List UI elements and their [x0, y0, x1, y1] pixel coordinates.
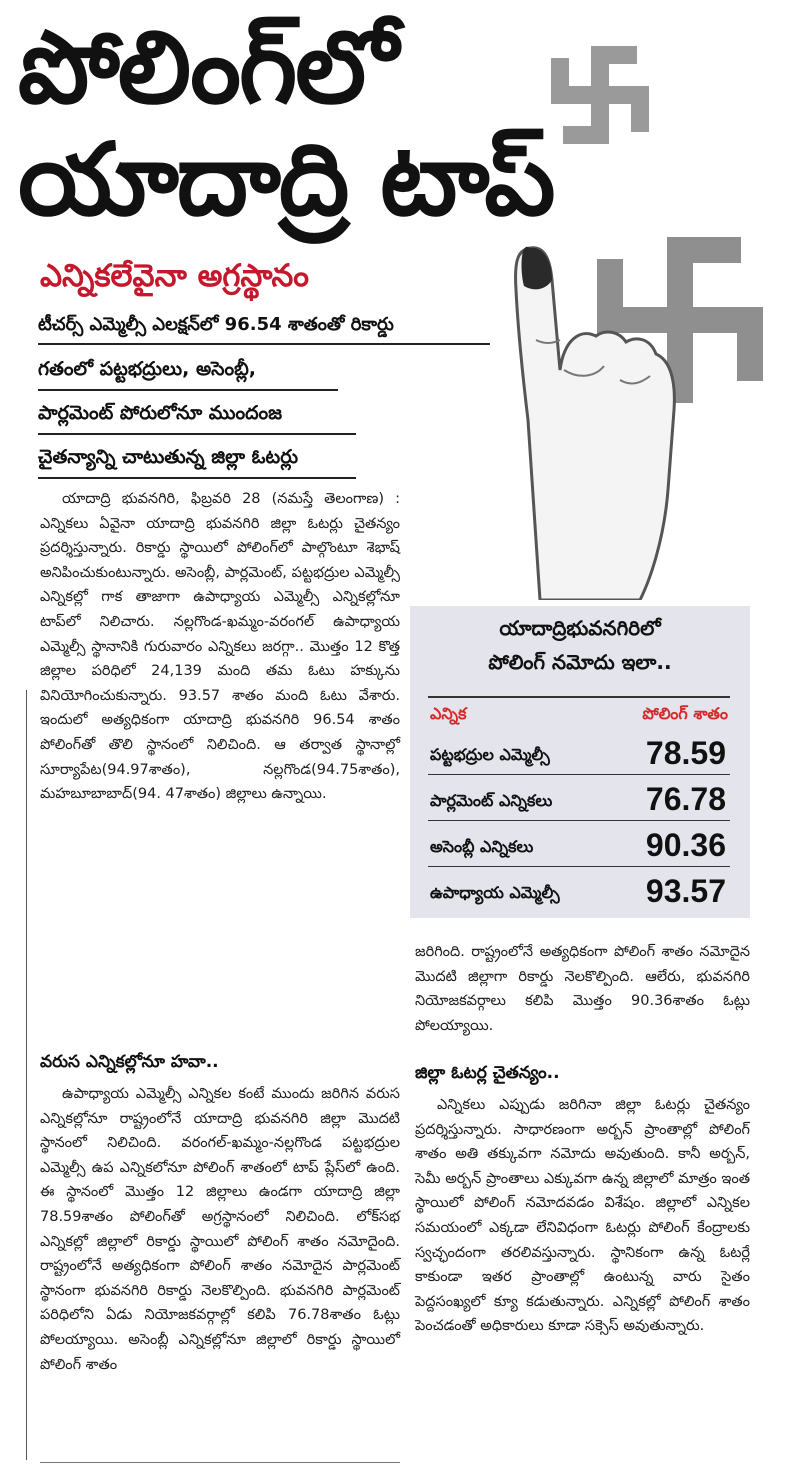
stats-row-value: 78.59	[645, 735, 726, 771]
finger-icon	[516, 247, 675, 600]
headline-line-1: పోలింగ్‌లో	[18, 9, 397, 126]
column-header-election: ఎన్నిక	[430, 704, 467, 723]
swastik-small-icon	[560, 55, 640, 135]
stats-row-value: 76.78	[645, 781, 726, 817]
box-title-line-2: పోలింగ్ నమోదు ఇలా..	[488, 650, 672, 674]
stats-row-value: 90.36	[645, 827, 726, 863]
stats-row	[428, 730, 730, 775]
bottom-divider	[40, 1462, 400, 1463]
article-paragraph-3: జరిగింది. రాష్ట్రంలోనే అత్యధికంగా పోలింగ్ శాతం నమోదైన మొదటి జిల్లాగా రికార్డు నెలకొల్పింది. ఆలేరు, భువనగిరి నియోజకవర్గాలు కలిపి మొత్తం 90.36శాతం ఓట్లు పోలయ్యాయి.	[415, 944, 750, 1034]
box-divider	[428, 696, 730, 698]
stats-row	[428, 776, 730, 821]
article-paragraph-4: ఎన్నికలు ఎప్పుడు జరిగినా జిల్లా ఓటర్లు చైతన్యం ప్రదర్శిస్తున్నారు. సాధారణంగా అర్బన్ ప్రాంతాల్లో పోలింగ్ శాతం అతి తక్కువగా నమోదు అవుతుంది. కానీ అర్బన్, సెమీ అర్బన్ ప్రాంతాలు ఎక్కువగా ఉన్న జిల్లాలో మాత్రం ఇంత స్థాయిలో పోలింగ్ నమోదవడం విశేషం. జిల్లాలో ఎన్నికల సమయంలో ఎక్కడా లేనివిధంగా ఓటర్లు పోలింగ్ కేంద్రాలకు స్వచ్ఛందంగా తరలివస్తున్నారు. స్థానికంగా ఉన్న ఓటర్లే కాకుండా ఇతర ప్రాంతాల్లో ఉంటున్న వారు సైతం పెద్దసంఖ్యలో క్యూ కడుతున్నారు. ఎన్నికల్లో పోలింగ్ శాతం పెంచడంతో అధికారులు కూడా సక్సెస్ అవుతున్నారు.	[415, 1097, 750, 1335]
polling-stats-box	[410, 606, 750, 918]
stats-row-label: అసెంబ్లీ ఎన్నికలు	[430, 837, 534, 856]
stats-row	[428, 868, 730, 912]
stats-row-label: ఉపాధ్యాయ ఎమ్మెల్సీ	[430, 883, 560, 902]
stats-row	[428, 822, 730, 867]
stats-row-label: పార్లమెంట్ ఎన్నికలు	[430, 791, 553, 810]
inked-finger-illustration	[500, 40, 790, 600]
section-heading-2: జిల్లా ఓటర్ల చైతన్యం..	[415, 1063, 560, 1083]
subheading-2: గతంలో పట్టభద్రులు, అసెంబ్లీ,	[38, 358, 338, 391]
subheading-4: చైతన్యాన్ని చాటుతున్న జిల్లా ఓటర్లు	[38, 446, 356, 479]
kicker-line: ఎన్నికలేవైనా అగ్రస్థానం	[40, 258, 309, 294]
column-divider	[26, 690, 27, 1460]
subheading-3: పార్లమెంట్ పోరులోనూ ముందంజ	[38, 402, 356, 435]
subheading-1: టీచర్స్ ఎమ్మెల్సీ ఎలక్షన్‌లో 96.54 శాతంతో రికార్డు	[38, 314, 490, 345]
box-title-line-1: యాదాద్రిభువనగిరిలో	[499, 616, 661, 640]
headline-line-2: యాదాద్రి టాప్	[18, 121, 554, 238]
stats-row-value: 93.57	[645, 873, 726, 909]
column-header-percentage: పోలింగ్ శాతం	[642, 704, 728, 723]
article-paragraph-1: యాదాద్రి భువనగిరి, ఫిబ్రవరి 28 (నమస్తే తెలంగాణ) : ఎన్నికలు ఏవైనా యాదాద్రి భువనగిరి జిల్లా ఓటర్లు చైతన్యం ప్రదర్శిస్తున్నారు. రికార్డు స్థాయిలో పోలింగ్‌లో పాల్గొంటూ శెభాష్ అనిపించుకుంటున్నారు. అసెంబ్లీ, పార్లమెంట్, పట్టభద్రుల ఎమ్మెల్సీ ఎన్నికల్లో గాక తాజాగా ఉపాధ్యాయ ఎమ్మెల్సీ ఎన్నికల్లోనూ టాప్‌లో నిలిచారు. నల్లగొండ-ఖమ్మం-వరంగల్ ఉపాధ్యాయ ఎమ్మెల్సీ స్థానానికి గురువారం ఎన్నికలు జరగ్గా.. మొత్తం 12 కొత్త జిల్లాల పరిధిలో 24,139 మంది తమ ఓటు హక్కును వినియోగించుకున్నారు. 93.57 శాతం మంది ఓటు వేశారు. ఇందులో అత్యధికంగా యాదాద్రి భువనగిరి 96.54 శాతం పోలింగ్‌తో తొలి స్థానంలో నిలిచింది. ఆ తర్వాత స్థానాల్లో సూర్యాపేట(94.97శాతం), నల్లగొండ(94.75శాతం), మహబూబాబాద్(94. 47శాతం) జిల్లాలు ఉన్నాయి.	[40, 491, 400, 803]
article-paragraph-2: ఉపాధ్యాయ ఎమ్మెల్సీ ఎన్నికల కంటే ముందు జరిగిన వరుస ఎన్నికల్లోనూ రాష్ట్రంలోనే యాదాద్రి భువనగిరి జిల్లా మొదటి స్థానంలో నిలిచింది. వరంగల్-ఖమ్మం-నల్లగొండ పట్టభద్రుల ఎమ్మెల్సీ ఉప ఎన్నికలోనూ పోలింగ్ శాతంలో టాప్ ప్లేస్‌లో ఉంది. ఈ స్థానంలో మొత్తం 12 జిల్లాలు ఉండగా యాదాద్రి జిల్లా 78.59శాతం పోలింగ్‌తో అగ్రస్థానంలో నిలిచింది. లోక్‌సభ ఎన్నికల్లో జిల్లాలో రికార్డు స్థాయిలో పోలింగ్ శాతం నమోదైంది. రాష్ట్రంలోనే అత్యధికంగా పోలింగ్ శాతం నమోదైన పార్లమెంట్ స్థానంగా భువనగిరి రికార్డు నెలకొల్పింది. భువనగిరి పార్లమెంట్ పరిధిలోని ఏడు నియోజకవర్గాల్లో కలిపి 76.78శాతం ఓట్లు పోలయ్యాయి. అసెంబ్లీ ఎన్నికల్లోనూ జిల్లాలో రికార్డు స్థాయిలో పోలింగ్ శాతం	[40, 1086, 400, 1373]
stats-row-label: పట్టభద్రుల ఎమ్మెల్సీ	[430, 745, 550, 764]
section-heading-1: వరుస ఎన్నికల్లోనూ హవా..	[40, 1052, 219, 1072]
